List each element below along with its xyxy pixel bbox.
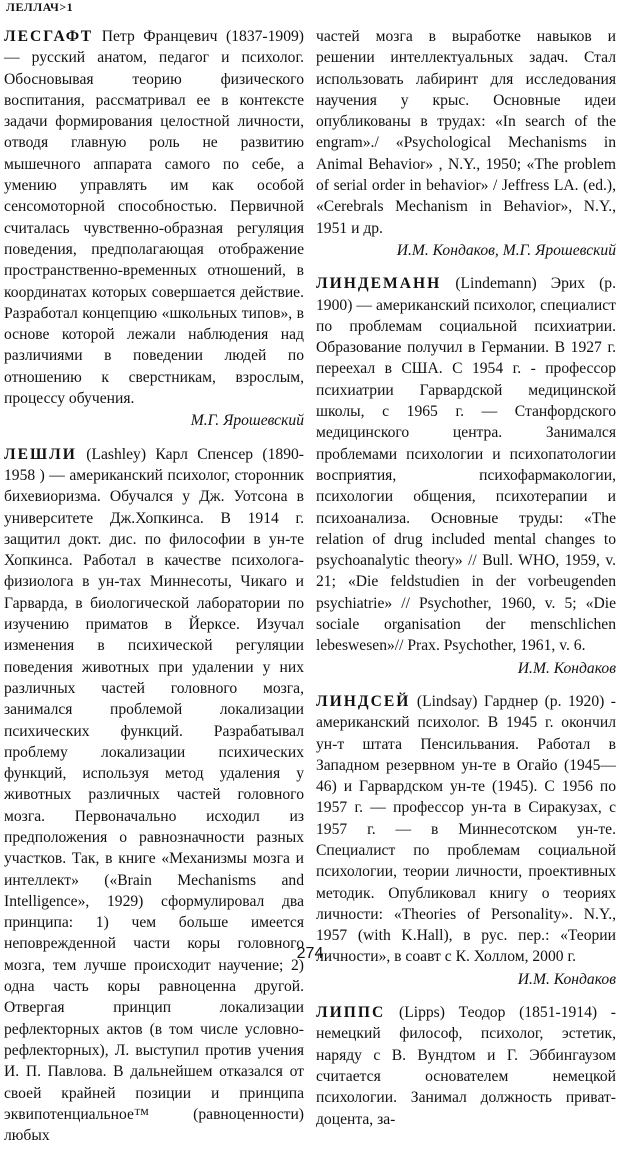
entry-text: (Lashley) Карл Спенсер (1890-1958 ) — американский психолог, сторонник бихевиоризма. Обучался у Дж. Уотсона в университете Дж.Хопкинса. В 1914 г. защитил докт. дис. по философии в ун-те Хопкинса. Работал в качестве психолога-физиолога в ун-тах Миннесоты, Чикаго и Гарварда, в биологической лаборатории по изучению приматов в Йеркcе. Изучал изменения в психической регуляции поведения животных при удалении у них различных частей головного мозга, занимался проблемой локализации психических функций. Разрабатывал проблему локализации психических функций, используя метод удаления у животных различных частей головного мозга. Первоначально исходил из предположения о равнозначности разных участков. Так, в книге «Механизмы мозга и интеллект» («Brain Mechanisms and Intelligence», 1929) сформулировал два принципа: 1) чем больше имеется неповрежденной части коры головного мозга, тем лучше происходит научение; 2) одна часть коры равноценна другой. Отвергая принцип локализации рефлекторных актов (в том числе условно-рефлекторных), Л. выступил против учения И. П. Павлова. В дальнейшем отказался от своей крайней позиции и принципа эквипотенциальное™ (равноценности) любых: [4, 445, 304, 1145]
entry-lashley: [4, 444, 304, 1147]
entry-text: Петр Францевич (1837-1909) — русский анатом, педагог и психолог. Обосновывая теорию физического воспитания, рассматривал ее в контексте задачи формирования целостной личности, отводя главную роль не развитию мышечного аппарата самого по себе, а умению управлять им как особой сенсомоторной способностью. Первичной считалась чувственно-образная регуляция поведения, предполагающая отображение пространственно-временных отношений, в координатах которых совершается действие. Разработал концепцию «школьных типов», в основе которой лежали наблюдения над различиями в поведении людей по отношению к сверстникам, взрослым, процессу обучения.: [4, 28, 304, 408]
running-head: ЛЕЛЛАЧ>1: [6, 0, 74, 14]
author-signature: И.М. Кондаков: [517, 970, 616, 988]
left-column: [4, 26, 304, 1158]
entry-paragraph: [316, 26, 616, 239]
entry-paragraph: [4, 26, 304, 409]
entry-text: частей мозга в выработке навыков и решении интеллектуальных задач. Стал использовать лабиринт для исследования научения у крыс. Основные идеи опубликованы в трудах: «In search of the engram»./ «Psychological Mechanisms in Animal Behavior» , N.Y., 1950; «The problem of serial order in behavior» / Jeffress LA. (ed.), «Cerebrals Mechanism in Behavior», N.Y., 1951 и др.: [316, 28, 616, 237]
headword-lindemann: ЛИНДЕМАНН: [316, 275, 442, 293]
entry-text: (Lipps) Теодор (1851-1914) - немецкий философ, психолог, эстетик, наряду с В. Вундтом и Г. Эббингаузом считается основателем немецкой психологии. Занимал должность приват-доцента, за-: [316, 1004, 616, 1128]
headword-lipps: ЛИППС: [316, 1004, 386, 1022]
entry-paragraph: [4, 444, 304, 1147]
entry-paragraph: [316, 273, 616, 656]
entry-text: (Lindemann) Эрих (р. 1900) — американский психолог, специалист по проблемам социальной психиатрии. Образование получил в Германии. В 1927 г. переехал в США. С 1954 г. - профессор психиатрии Гарвардской медицинской школы, с 1965 г. — Станфордского медицинского центра. Занимался проблемами психологии и психопатологии восприятия, психофармакологии, психологии общения, психотерапии и психоанализа. Основные труды: «The relation of drug included mental changes to psychoanalytic theory» // Bull. WHO, 1959, v. 21; «Die feldstudien in der vorbeugenden psychiatrie» // Psychother, 1960, v. 5; «Die sociale organisation der menschlichen lebeswesen»// Prax. Psychother, 1961, v. 6.: [316, 275, 616, 655]
right-column: [316, 26, 616, 1142]
entry-lashley-continued: [316, 26, 616, 261]
entry-lesgaft: [4, 26, 304, 432]
author-signature: И.М. Кондаков, М.Г. Ярошевский: [396, 241, 616, 259]
author-signature: И.М. Кондаков: [517, 659, 616, 677]
entry-text: (Lindsay) Гарднер (р. 1920) - американский психолог. В 1945 г. окончил ун-т штата Пенсильвания. Работал в Западном резервном ун-те в Огайо (1945—46) и Гарвардском ун-те (1945). С 1956 по 1957 г. — профессор ун-та в Сиракузах, с 1957 г. — в Миннесотском ун-те. Специалист по проблемам социальной психологии, теории личности, проективных методик. Опубликовал книгу о теориях личности: «Theories of Personality». N.Y., 1957 (with K.Hall), в рус. пер.: «Теории личности», в соавт с К. Холлом, 2000 г.: [316, 692, 616, 966]
headword-lashley: ЛЕШЛИ: [4, 445, 77, 463]
page-number: 274: [296, 945, 324, 962]
entry-lipps: [316, 1002, 616, 1130]
entry-paragraph: [316, 691, 616, 968]
author-signature: М.Г. Ярошевский: [190, 412, 304, 430]
entry-lindemann: [316, 273, 616, 679]
headword-lesgaft: ЛЕСГАФТ: [4, 28, 94, 45]
headword-lindsay: ЛИНДСЕЙ: [316, 692, 411, 710]
entry-paragraph: [316, 1002, 616, 1130]
